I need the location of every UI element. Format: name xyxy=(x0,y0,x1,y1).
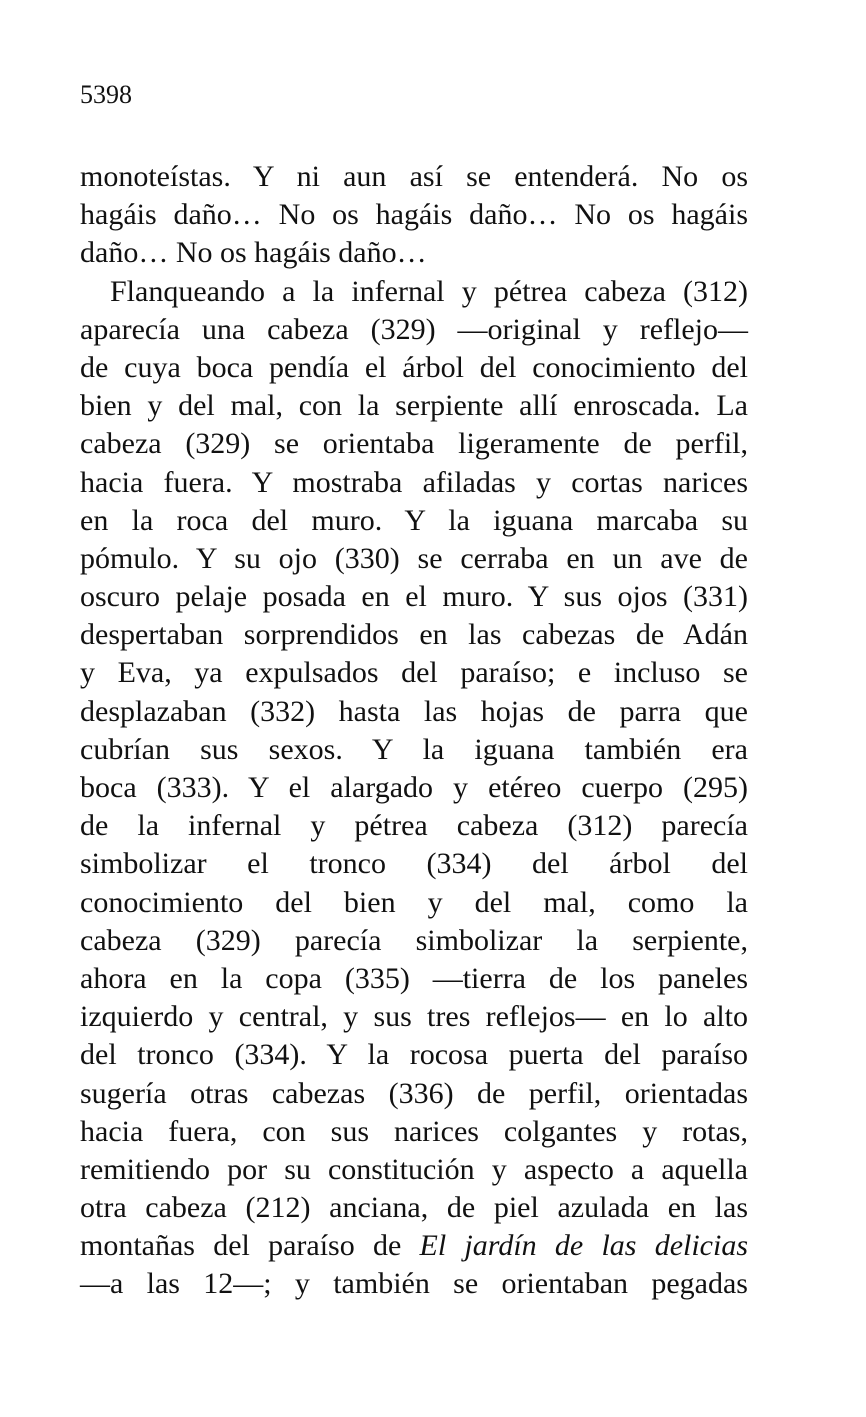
text-line xyxy=(80,1227,748,1265)
text-line: otra cabeza (212) anciana, de piel azulada en las xyxy=(80,1191,748,1225)
text-line: sugería otras cabezas (336) de perfil, orientadas xyxy=(80,1076,748,1110)
text-line: bien y del mal, con la serpiente allí enroscada. La xyxy=(80,389,748,423)
text-line: de cuya boca pendía el árbol del conocimiento del xyxy=(80,350,748,384)
text-line: y Eva, ya expulsados del paraíso; e incluso se xyxy=(80,656,748,690)
book-title-italic: El jardín de las delicias xyxy=(419,1229,749,1263)
text-line: daño… No os hagáis daño… xyxy=(80,236,427,270)
text-line: simbolizar el tronco (334) del árbol del xyxy=(80,847,748,881)
paragraph-first-line: Flanqueando a la infernal y pétrea cabeza (312) xyxy=(110,274,748,308)
text-line: izquierdo y central, y sus tres reflejos— en lo alto xyxy=(80,1000,748,1034)
text-line: cubrían sus sexos. Y la iguana también era xyxy=(80,732,748,766)
text-line: despertaban sorprendidos en las cabezas de Adán xyxy=(80,618,748,652)
text-line: desplazaban (332) hasta las hojas de parra que xyxy=(80,694,748,728)
text-line: en la roca del muro. Y la iguana marcaba su xyxy=(80,503,748,537)
text-line: ahora en la copa (335) —tierra de los paneles xyxy=(80,961,748,995)
page-number: 5398 xyxy=(80,80,132,109)
text-line: hacia fuera. Y mostraba afiladas y cortas narices xyxy=(80,465,748,499)
text-line: remitiendo por su constitución y aspecto a aquella xyxy=(80,1152,748,1186)
text-line: monoteístas. Y ni aun así se entenderá. No os xyxy=(80,160,748,193)
text-line: —a las 12—; y también se orientaban pegadas xyxy=(80,1267,748,1301)
text-line: hagáis daño… No os hagáis daño… No os hagáis xyxy=(80,198,748,232)
text-line: hacia fuera, con sus narices colgantes y rotas, xyxy=(80,1114,748,1148)
text-line: cabeza (329) parecía simbolizar la serpiente, xyxy=(80,923,748,957)
text-line: boca (333). Y el alargado y etéreo cuerpo (295) xyxy=(80,771,748,804)
text-line: aparecía una cabeza (329) —original y reflejo— xyxy=(80,312,748,346)
text-line: conocimiento del bien y del mal, como la xyxy=(80,885,748,919)
text-line: pómulo. Y su ojo (330) se cerraba en un ave de xyxy=(80,541,748,575)
text-line: de la infernal y pétrea cabeza (312) parecía xyxy=(80,809,748,843)
text-line: oscuro pelaje posada en el muro. Y sus ojos (331) xyxy=(80,580,748,614)
text-line: del tronco (334). Y la rocosa puerta del paraíso xyxy=(80,1038,748,1072)
text-line: cabeza (329) se orientaba ligeramente de perfil, xyxy=(80,427,748,461)
text-line-prefix: montañas del paraíso de xyxy=(80,1229,420,1263)
body-text xyxy=(80,158,748,1304)
